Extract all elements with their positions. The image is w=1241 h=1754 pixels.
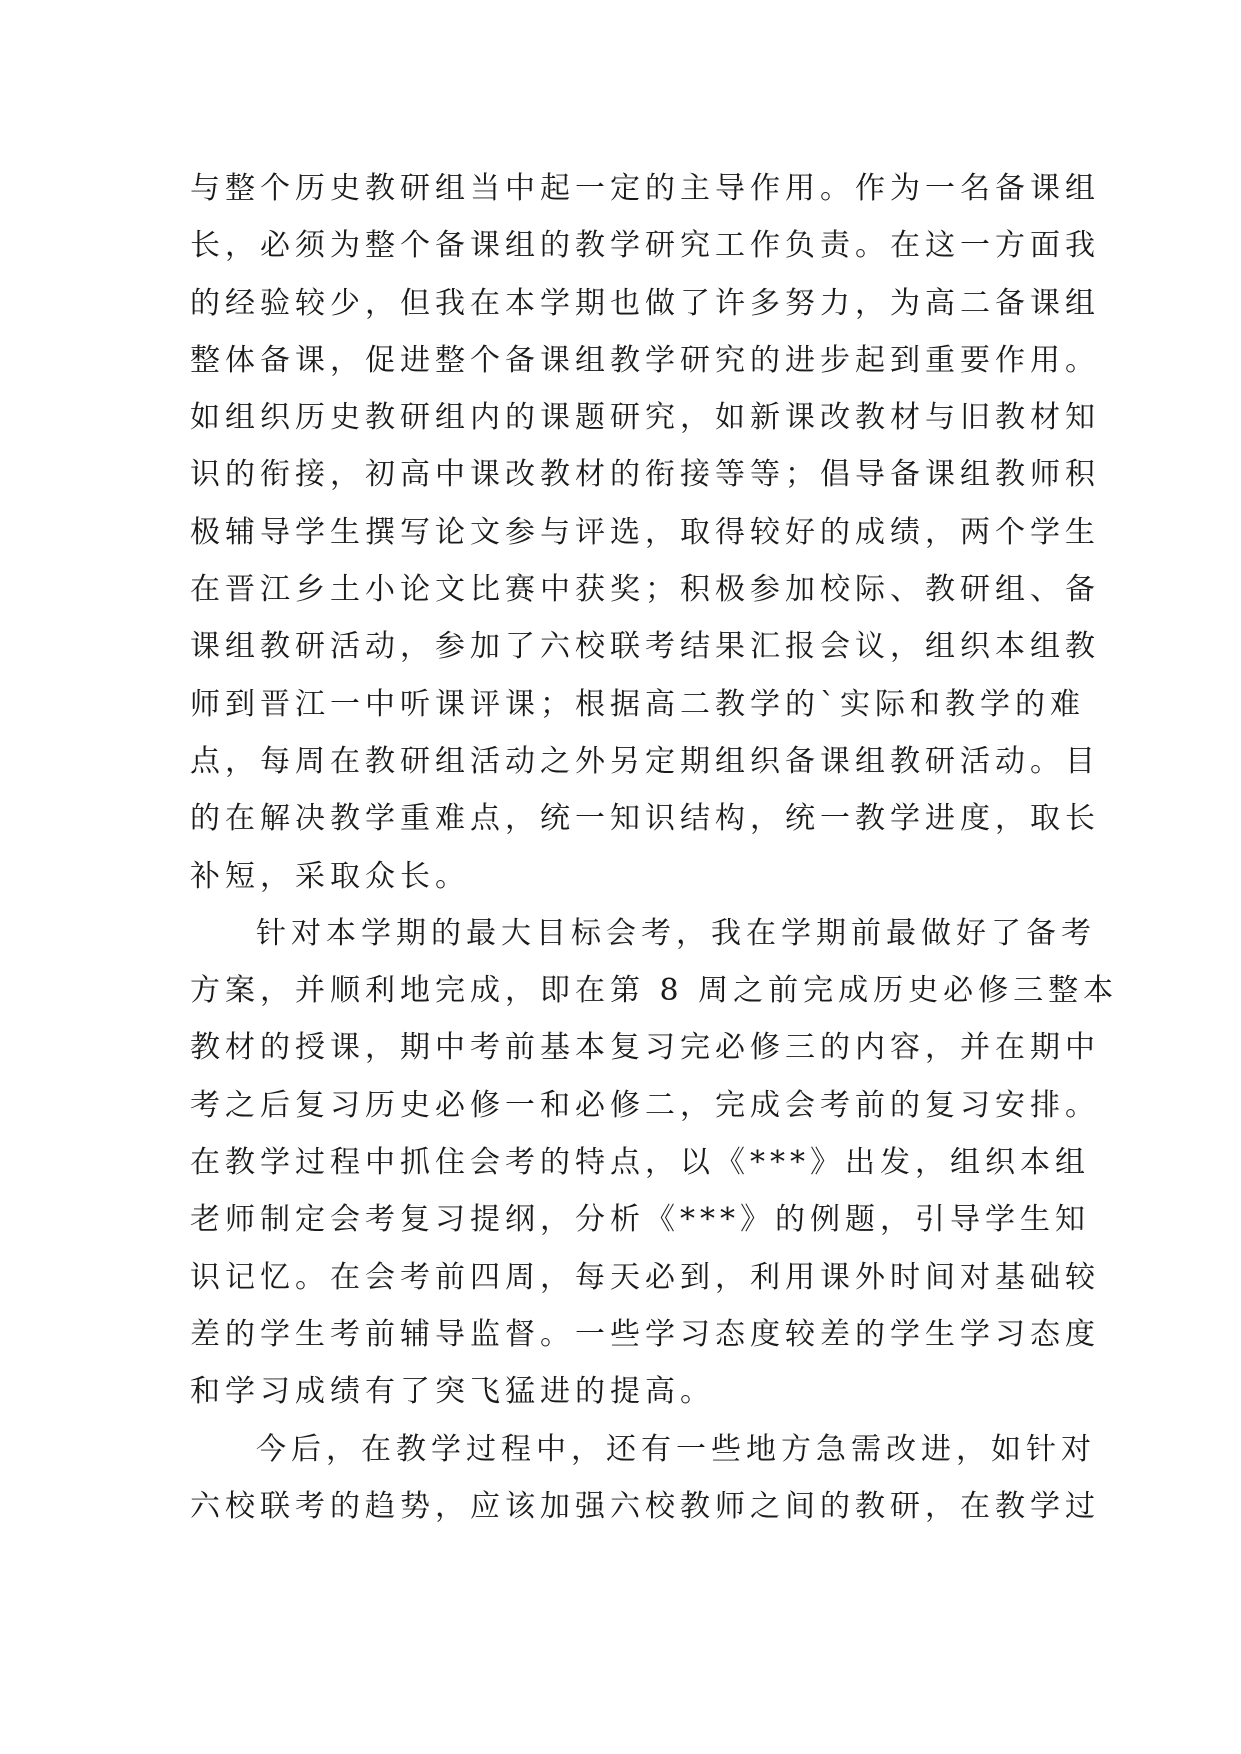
text-line: 识记忆。在会考前四周，每天必到，利用课外时间对基础较 (190, 1259, 1100, 1295)
text-line: 在教学过程中抓住会考的特点，以《***》出发，组织本组 (190, 1145, 1090, 1181)
paragraph-start-line: 今后，在教学过程中，还有一些地方急需改进，如针对 (256, 1431, 1096, 1467)
text-line: 长，必须为整个备课组的教学研究工作负责。在这一方面我 (190, 228, 1100, 264)
paragraph-start-line: 针对本学期的最大目标会考，我在学期前最做好了备考 (256, 915, 1096, 951)
text-line: 在晋江乡土小论文比赛中获奖；积极参加校际、教研组、备 (190, 572, 1100, 608)
text-line: 的经验较少，但我在本学期也做了许多努力，为高二备课组 (190, 285, 1100, 321)
text-line: 极辅导学生撰写论文参与评选，取得较好的成绩，两个学生 (190, 514, 1100, 550)
text-line: 识的衔接，初高中课改教材的衔接等等；倡导备课组教师积 (190, 457, 1100, 493)
text-line: 和学习成绩有了突飞猛进的提高。 (190, 1374, 715, 1410)
text-line: 六校联考的趋势，应该加强六校教师之间的教研，在教学过 (190, 1488, 1100, 1524)
text-line: 考之后复习历史必修一和必修二，完成会考前的复习安排。 (190, 1087, 1100, 1123)
text-line: 整体备课，促进整个备课组教学研究的进步起到重要作用。 (190, 342, 1100, 378)
text-line: 的在解决教学重难点，统一知识结构，统一教学进度，取长 (190, 801, 1100, 837)
text-line: 课组教研活动，参加了六校联考结果汇报会议，组织本组教 (190, 629, 1100, 665)
text-line: 如组织历史教研组内的课题研究，如新课改教材与旧教材知 (190, 400, 1100, 436)
text-line: 方案，并顺利地完成，即在第 8 周之前完成历史必修三整本 (190, 973, 1119, 1009)
text-line: 差的学生考前辅导监督。一些学习态度较差的学生学习态度 (190, 1316, 1100, 1352)
text-line: 点，每周在教研组活动之外另定期组织备课组教研活动。目 (190, 743, 1100, 779)
text-line: 补短，采取众长。 (190, 858, 470, 894)
text-line: 教材的授课，期中考前基本复习完必修三的内容，并在期中 (190, 1030, 1100, 1066)
text-line: 师到晋江一中听课评课；根据高二教学的`实际和教学的难 (190, 686, 1085, 722)
body-text (190, 160, 1119, 1535)
text-line: 与整个历史教研组当中起一定的主导作用。作为一名备课组 (190, 171, 1100, 206)
text-line: 老师制定会考复习提纲，分析《***》的例题，引导学生知 (190, 1202, 1090, 1238)
